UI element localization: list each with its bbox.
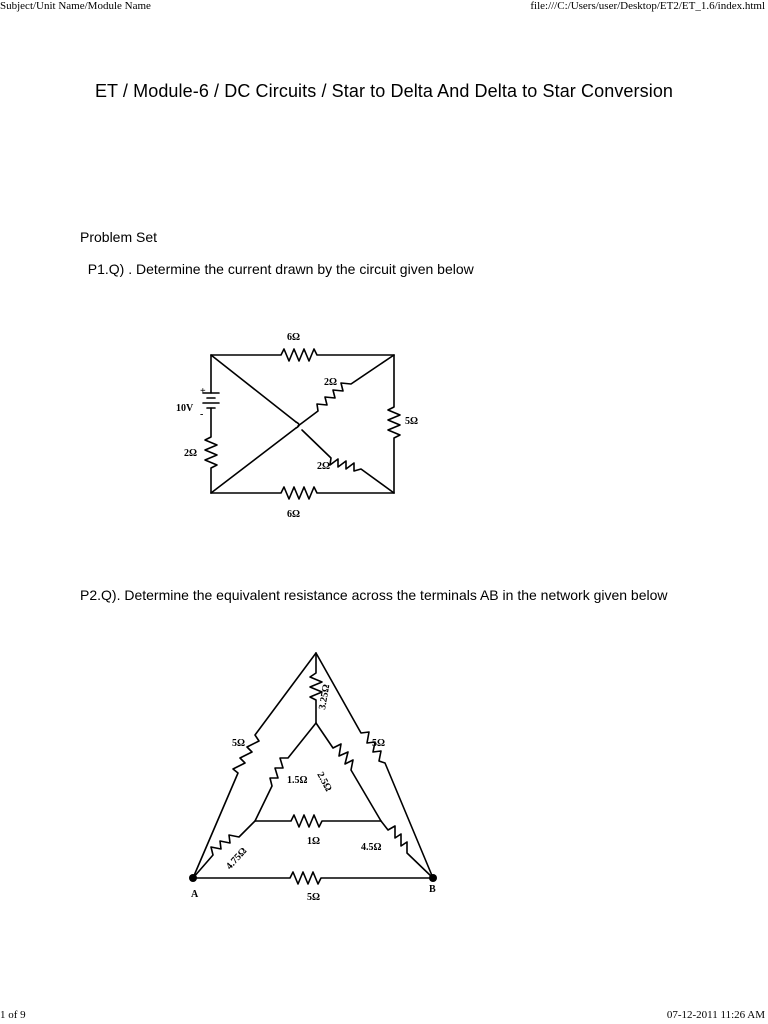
network-figure-2 xyxy=(183,648,445,908)
circuit-figure-1 xyxy=(176,325,426,521)
label-r-center-upper: 2Ω xyxy=(324,377,338,388)
label-r-center-lower: 2Ω xyxy=(317,461,331,472)
label-r-inner-left: 1.5Ω xyxy=(287,775,308,786)
label-source: 10V xyxy=(176,403,194,414)
header-file-path: file:///C:/Users/user/Desktop/ET2/ET_1.6/index.html xyxy=(530,0,765,12)
wire-outer-left xyxy=(193,653,316,878)
footer-page-count: 1 of 9 xyxy=(0,1009,26,1021)
wire-inner-bottom xyxy=(255,815,381,827)
label-r-outer-left: 5Ω xyxy=(232,738,246,749)
label-r-top: 6Ω xyxy=(287,332,301,343)
wire-diag-bottomleft xyxy=(211,428,296,493)
label-r-right: 5Ω xyxy=(405,416,419,427)
network-diagram-2 xyxy=(183,648,445,908)
label-r-left: 2Ω xyxy=(184,448,198,459)
wire-center-topright xyxy=(298,355,394,426)
wire-bottom xyxy=(193,872,433,884)
problem-2-text: P2.Q). Determine the equivalent resistance across the terminals AB in the network given below xyxy=(80,587,668,603)
node-a-dot xyxy=(189,874,197,882)
header-subject: Subject/Unit Name/Module Name xyxy=(0,0,151,12)
wire-diag-topleft xyxy=(211,355,296,422)
label-r-lower-left: 4.75Ω xyxy=(224,845,250,873)
section-heading: Problem Set xyxy=(80,229,158,245)
label-r-bottom: 6Ω xyxy=(287,509,301,520)
wire-center-bottomright xyxy=(302,430,394,493)
wire-right xyxy=(388,355,400,493)
wire-top xyxy=(211,349,394,361)
circuit-diagram-1 xyxy=(176,325,426,521)
label-minus: - xyxy=(200,409,204,420)
label-r-inner-right: 2.5Ω xyxy=(314,770,334,794)
node-b-dot xyxy=(429,874,437,882)
label-r-top: 3.25Ω xyxy=(317,683,333,711)
label-node-a: A xyxy=(191,889,199,900)
label-r-inner-bottom: 1Ω xyxy=(307,836,321,847)
wire-lower-left xyxy=(193,821,255,878)
footer-timestamp: 07-12-2011 11:26 AM xyxy=(666,1009,765,1021)
label-r-outer-right: 5Ω xyxy=(372,738,386,749)
page-title: ET / Module-6 / DC Circuits / Star to Delta And Delta to Star Conversion xyxy=(94,81,674,101)
problem-1-text: P1.Q) . Determine the current drawn by the circuit given below xyxy=(80,261,474,277)
label-plus: + xyxy=(200,386,206,397)
wire-inner-left xyxy=(255,723,316,821)
label-r-lower-right: 4.5Ω xyxy=(361,842,382,853)
wire-bottom xyxy=(211,487,394,499)
wire-lower-right xyxy=(381,821,433,878)
label-node-b: B xyxy=(429,884,436,895)
label-r-bottom: 5Ω xyxy=(307,892,321,903)
